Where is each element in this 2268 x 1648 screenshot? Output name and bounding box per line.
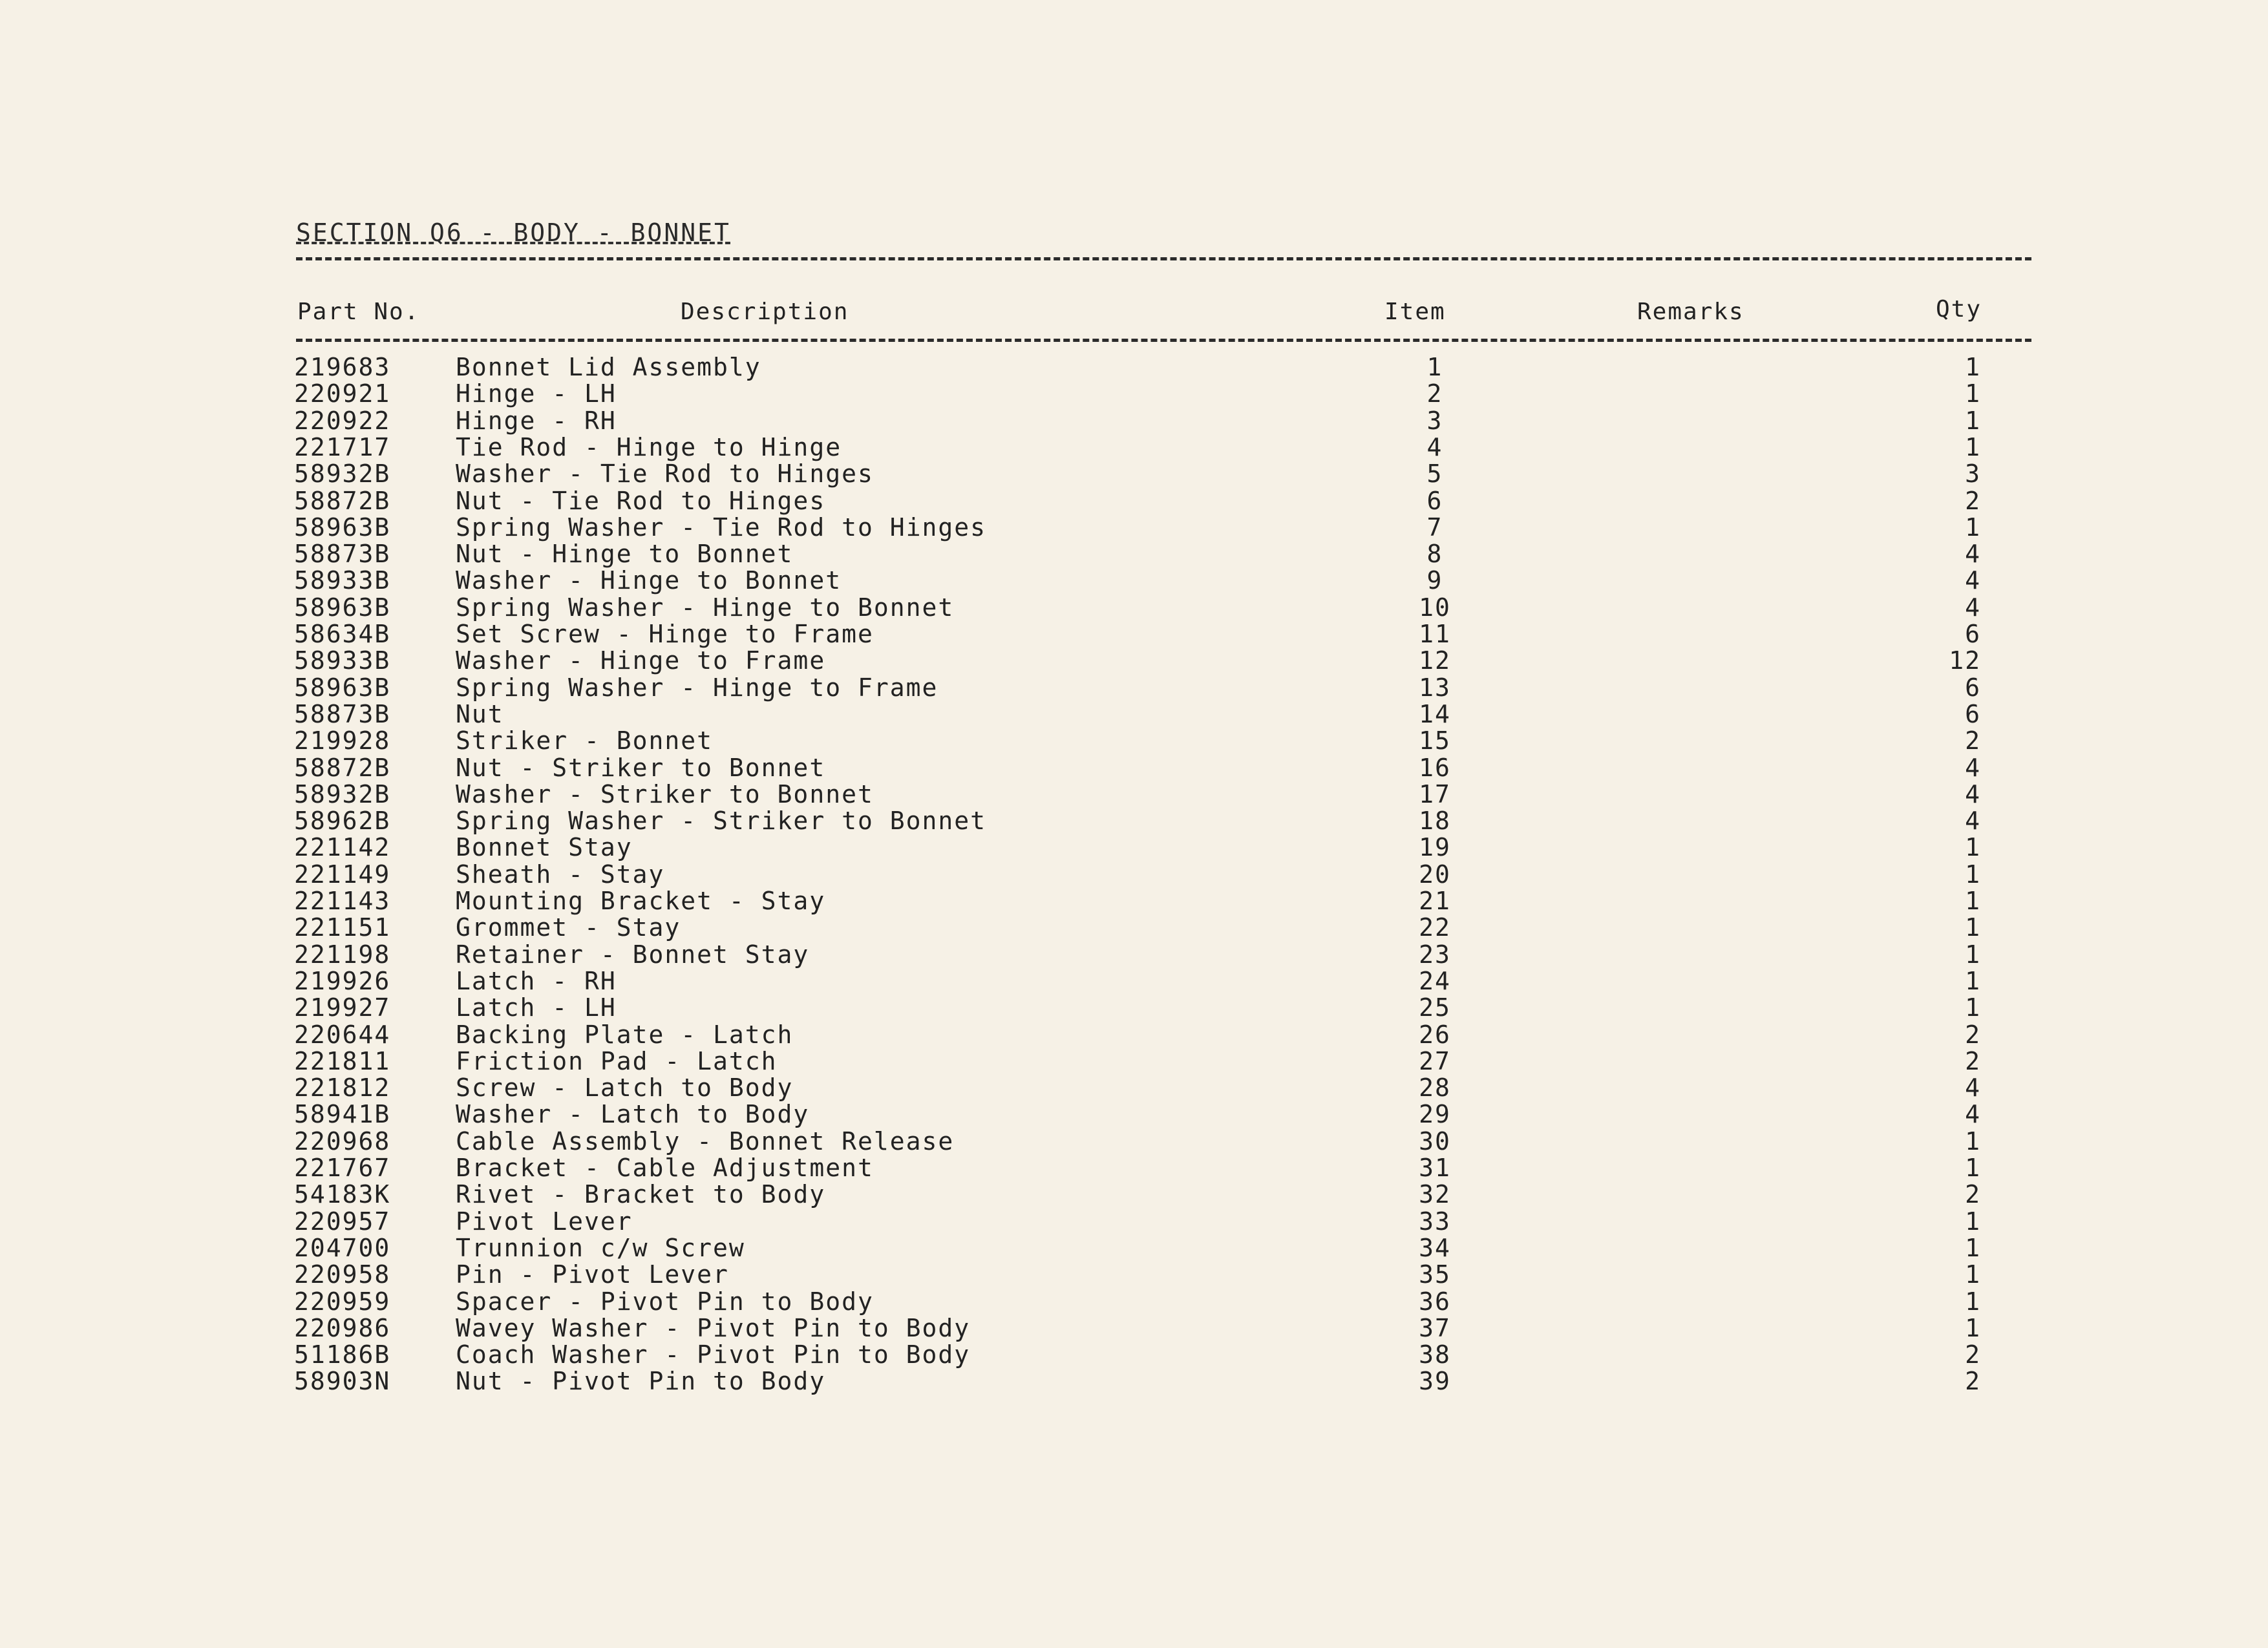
table-row [0, 1235, 2268, 1262]
item-cell: 24 [1419, 966, 1451, 995]
part-number-cell: 58962B [294, 807, 391, 836]
description-cell: Spring Washer - Hinge to Bonnet [456, 593, 955, 622]
part-number-cell: 221143 [294, 887, 391, 915]
table-row [0, 1048, 2268, 1075]
part-number-cell: 54183K [294, 1180, 391, 1209]
table-row [0, 808, 2268, 834]
qty-cell: 1 [1965, 1287, 1981, 1316]
table-row [0, 621, 2268, 648]
qty-cell: 1 [1965, 833, 1981, 862]
part-number-cell: 219927 [294, 993, 391, 1022]
description-cell: Nut - Tie Rod to Hinges [456, 486, 826, 515]
item-cell: 10 [1419, 593, 1451, 622]
part-number-cell: 58872B [294, 486, 391, 515]
item-cell: 12 [1419, 646, 1451, 675]
part-number-cell: 221811 [294, 1046, 391, 1075]
qty-cell: 4 [1965, 753, 1981, 782]
description-cell: Rivet - Bracket to Body [456, 1180, 826, 1209]
table-row [0, 781, 2268, 808]
item-cell: 30 [1419, 1126, 1451, 1156]
part-number-cell: 58963B [294, 673, 391, 702]
qty-cell: 4 [1965, 593, 1981, 622]
item-cell: 14 [1419, 699, 1451, 728]
qty-cell: 1 [1965, 966, 1981, 995]
item-cell: 4 [1426, 432, 1443, 461]
item-cell: 35 [1419, 1260, 1451, 1289]
description-cell: Spring Washer - Striker to Bonnet [456, 807, 986, 836]
qty-cell: 6 [1965, 620, 1981, 648]
item-cell: 27 [1419, 1046, 1451, 1075]
header-divider [296, 339, 2031, 342]
description-cell: Backing Plate - Latch [456, 1020, 794, 1049]
table-row [0, 1289, 2268, 1315]
description-cell: Set Screw - Hinge to Frame [456, 620, 874, 648]
part-number-cell: 220986 [294, 1313, 391, 1342]
item-cell: 23 [1419, 940, 1451, 969]
table-row [0, 648, 2268, 674]
table-row [0, 1315, 2268, 1342]
description-cell: Bonnet Stay [456, 833, 633, 862]
item-cell: 15 [1419, 726, 1451, 755]
qty-cell: 4 [1965, 540, 1981, 569]
qty-cell: 1 [1965, 1126, 1981, 1156]
description-cell: Hinge - LH [456, 379, 617, 408]
table-row [0, 1209, 2268, 1235]
description-cell: Nut - Striker to Bonnet [456, 753, 826, 782]
item-cell: 11 [1419, 620, 1451, 648]
part-number-cell: 220968 [294, 1126, 391, 1156]
qty-cell: 1 [1965, 379, 1981, 408]
table-row [0, 995, 2268, 1021]
item-cell: 36 [1419, 1287, 1451, 1316]
item-cell: 16 [1419, 753, 1451, 782]
table-row [0, 1262, 2268, 1288]
item-cell: 7 [1426, 512, 1443, 542]
item-cell: 3 [1426, 406, 1443, 435]
table-row [0, 1181, 2268, 1208]
table-row [0, 755, 2268, 781]
qty-cell: 1 [1965, 406, 1981, 435]
description-cell: Spacer - Pivot Pin to Body [456, 1287, 874, 1316]
header-qty: Qty [1936, 296, 1982, 322]
qty-cell: 2 [1965, 1046, 1981, 1075]
part-number-cell: 58872B [294, 753, 391, 782]
qty-cell: 4 [1965, 1100, 1981, 1129]
table-row [0, 514, 2268, 541]
qty-cell: 1 [1965, 1233, 1981, 1262]
description-cell: Mounting Bracket - Stay [456, 887, 826, 915]
table-row [0, 675, 2268, 701]
description-cell: Pivot Lever [456, 1207, 633, 1236]
section-title: SECTION Q6 - BODY - BONNET [296, 218, 731, 247]
qty-cell: 1 [1965, 860, 1981, 889]
description-cell: Screw - Latch to Body [456, 1073, 794, 1103]
item-cell: 22 [1419, 913, 1451, 942]
table-row [0, 408, 2268, 434]
table-row [0, 1342, 2268, 1368]
item-cell: 26 [1419, 1020, 1451, 1049]
description-cell: Sheath - Stay [456, 860, 665, 889]
item-cell: 38 [1419, 1340, 1451, 1369]
description-cell: Striker - Bonnet [456, 726, 714, 755]
description-cell: Nut - Pivot Pin to Body [456, 1367, 826, 1396]
qty-cell: 6 [1965, 699, 1981, 728]
description-cell: Retainer - Bonnet Stay [456, 940, 810, 969]
item-cell: 33 [1419, 1207, 1451, 1236]
description-cell: Trunnion c/w Screw [456, 1233, 745, 1262]
qty-cell: 1 [1965, 512, 1981, 542]
table-row [0, 567, 2268, 594]
part-number-cell: 220957 [294, 1207, 391, 1236]
qty-cell: 3 [1965, 460, 1981, 489]
part-number-cell: 58932B [294, 460, 391, 489]
description-cell: Washer - Tie Rod to Hinges [456, 460, 874, 489]
description-cell: Hinge - RH [456, 406, 617, 435]
item-cell: 37 [1419, 1313, 1451, 1342]
part-number-cell: 221149 [294, 860, 391, 889]
part-number-cell: 221198 [294, 940, 391, 969]
part-number-cell: 58933B [294, 566, 391, 595]
table-row [0, 834, 2268, 861]
qty-cell: 1 [1965, 1313, 1981, 1342]
description-cell: Washer - Hinge to Frame [456, 646, 826, 675]
qty-cell: 2 [1965, 1340, 1981, 1369]
qty-cell: 1 [1965, 1260, 1981, 1289]
table-row [0, 1022, 2268, 1048]
description-cell: Bonnet Lid Assembly [456, 353, 761, 381]
qty-cell: 1 [1965, 940, 1981, 969]
description-cell: Washer - Striker to Bonnet [456, 779, 874, 808]
qty-cell: 1 [1965, 1207, 1981, 1236]
qty-cell: 2 [1965, 1020, 1981, 1049]
description-cell: Nut - Hinge to Bonnet [456, 540, 794, 569]
qty-cell: 4 [1965, 566, 1981, 595]
item-cell: 19 [1419, 833, 1451, 862]
description-cell: Spring Washer - Hinge to Frame [456, 673, 938, 702]
item-cell: 21 [1419, 887, 1451, 915]
description-cell: Latch - RH [456, 966, 617, 995]
item-cell: 20 [1419, 860, 1451, 889]
table-row [0, 354, 2268, 381]
qty-cell: 2 [1965, 486, 1981, 515]
table-row [0, 541, 2268, 567]
table-row [0, 1101, 2268, 1128]
qty-cell: 1 [1965, 887, 1981, 915]
table-row [0, 461, 2268, 487]
table-row [0, 381, 2268, 407]
table-row [0, 942, 2268, 968]
description-cell: Latch - LH [456, 993, 617, 1022]
description-cell: Pin - Pivot Lever [456, 1260, 729, 1289]
item-cell: 5 [1426, 460, 1443, 489]
description-cell: Washer - Hinge to Bonnet [456, 566, 842, 595]
description-cell: Bracket - Cable Adjustment [456, 1154, 874, 1182]
part-number-cell: 51186B [294, 1340, 391, 1369]
part-number-cell: 58932B [294, 779, 391, 808]
qty-cell: 4 [1965, 1073, 1981, 1103]
qty-cell: 4 [1965, 807, 1981, 836]
description-cell: Tie Rod - Hinge to Hinge [456, 432, 842, 461]
table-row [0, 488, 2268, 514]
qty-cell: 1 [1965, 913, 1981, 942]
item-cell: 18 [1419, 807, 1451, 836]
part-number-cell: 58933B [294, 646, 391, 675]
qty-cell: 6 [1965, 673, 1981, 702]
part-number-cell: 58941B [294, 1100, 391, 1129]
table-row [0, 434, 2268, 461]
part-number-cell: 58873B [294, 699, 391, 728]
item-cell: 9 [1426, 566, 1443, 595]
item-cell: 31 [1419, 1154, 1451, 1182]
item-cell: 8 [1426, 540, 1443, 569]
qty-cell: 1 [1965, 993, 1981, 1022]
header-description: Description [681, 299, 849, 325]
qty-cell: 12 [1949, 646, 1981, 675]
part-number-cell: 219926 [294, 966, 391, 995]
part-number-cell: 220958 [294, 1260, 391, 1289]
description-cell: Grommet - Stay [456, 913, 681, 942]
part-number-cell: 58634B [294, 620, 391, 648]
item-cell: 2 [1426, 379, 1443, 408]
qty-cell: 1 [1965, 1154, 1981, 1182]
qty-cell: 2 [1965, 1180, 1981, 1209]
part-number-cell: 204700 [294, 1233, 391, 1262]
table-row [0, 595, 2268, 621]
item-cell: 13 [1419, 673, 1451, 702]
table-row [0, 1128, 2268, 1155]
part-number-cell: 220922 [294, 406, 391, 435]
table-row [0, 728, 2268, 754]
part-number-cell: 221142 [294, 833, 391, 862]
table-row [0, 1368, 2268, 1395]
table-row [0, 701, 2268, 728]
part-number-cell: 221767 [294, 1154, 391, 1182]
top-divider [296, 257, 2031, 260]
description-cell: Friction Pad - Latch [456, 1046, 778, 1075]
item-cell: 1 [1426, 353, 1443, 381]
item-cell: 29 [1419, 1100, 1451, 1129]
item-cell: 28 [1419, 1073, 1451, 1103]
description-cell: Nut [456, 699, 504, 728]
table-row [0, 1155, 2268, 1181]
part-number-cell: 58963B [294, 512, 391, 542]
part-number-cell: 221717 [294, 432, 391, 461]
item-cell: 39 [1419, 1367, 1451, 1396]
qty-cell: 4 [1965, 779, 1981, 808]
part-number-cell: 220959 [294, 1287, 391, 1316]
item-cell: 17 [1419, 779, 1451, 808]
part-number-cell: 58903N [294, 1367, 391, 1396]
table-row [0, 1075, 2268, 1101]
part-number-cell: 220921 [294, 379, 391, 408]
header-remarks: Remarks [1637, 299, 1744, 325]
item-cell: 34 [1419, 1233, 1451, 1262]
description-cell: Wavey Washer - Pivot Pin to Body [456, 1313, 971, 1342]
header-item: Item [1384, 299, 1446, 325]
part-number-cell: 219683 [294, 353, 391, 381]
description-cell: Washer - Latch to Body [456, 1100, 810, 1129]
table-row [0, 861, 2268, 888]
table-row [0, 888, 2268, 914]
part-number-cell: 219928 [294, 726, 391, 755]
qty-cell: 1 [1965, 353, 1981, 381]
qty-cell: 2 [1965, 1367, 1981, 1396]
item-cell: 32 [1419, 1180, 1451, 1209]
table-row [0, 914, 2268, 941]
qty-cell: 2 [1965, 726, 1981, 755]
item-cell: 6 [1426, 486, 1443, 515]
part-number-cell: 221812 [294, 1073, 391, 1103]
description-cell: Coach Washer - Pivot Pin to Body [456, 1340, 971, 1369]
part-number-cell: 58873B [294, 540, 391, 569]
description-cell: Spring Washer - Tie Rod to Hinges [456, 512, 986, 542]
qty-cell: 1 [1965, 432, 1981, 461]
header-part-no: Part No. [297, 299, 420, 325]
table-row [0, 968, 2268, 995]
part-number-cell: 221151 [294, 913, 391, 942]
description-cell: Cable Assembly - Bonnet Release [456, 1126, 955, 1156]
part-number-cell: 58963B [294, 593, 391, 622]
item-cell: 25 [1419, 993, 1451, 1022]
part-number-cell: 220644 [294, 1020, 391, 1049]
